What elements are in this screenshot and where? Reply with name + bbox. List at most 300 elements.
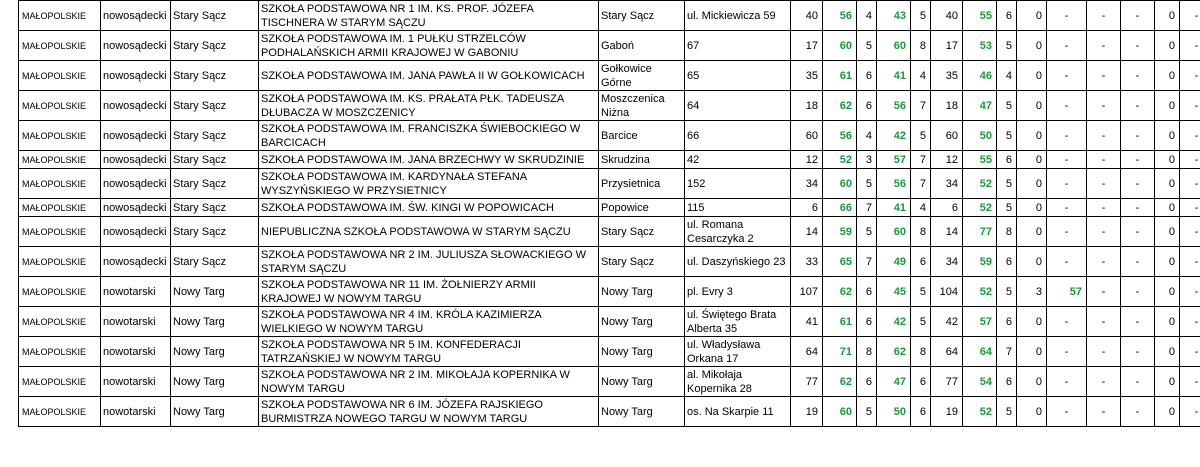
cell-students-count: 64 [791, 337, 823, 367]
cell-extra-1: - [1121, 61, 1155, 91]
table-row [19, 277, 1200, 307]
cell-powiat: nowosądecki [101, 199, 171, 217]
cell-extra-2: - [1180, 1, 1200, 31]
cell-students-count-2: 34 [931, 169, 963, 199]
cell-stanine-2: 8 [911, 31, 931, 61]
cell-stanine-4: - [1087, 91, 1121, 121]
cell-students-count-4: 0 [1155, 151, 1180, 169]
cell-score-4: - [1047, 151, 1087, 169]
cell-extra-2: - [1180, 199, 1200, 217]
cell-school-name: SZKOŁA PODSTAWOWA IM. JANA PAWŁA II W GOŁKOWICACH [259, 61, 599, 91]
cell-extra-1: - [1121, 367, 1155, 397]
cell-score-4: - [1047, 397, 1087, 427]
cell-score-4: - [1047, 199, 1087, 217]
cell-wojewodztwo: MAŁOPOLSKIE [19, 199, 101, 217]
cell-extra-1: - [1121, 31, 1155, 61]
cell-extra-2: - [1180, 31, 1200, 61]
cell-stanine-2: 6 [911, 397, 931, 427]
cell-score-1: 60 [823, 31, 857, 61]
cell-score-2: 60 [877, 217, 911, 247]
cell-students-count-4: 0 [1155, 61, 1180, 91]
cell-school-name: SZKOŁA PODSTAWOWA IM. KARDYNAŁA STEFANA WYSZYŃSKIEGO W PRZYSIETNICY [259, 169, 599, 199]
cell-extra-2: - [1180, 151, 1200, 169]
cell-wojewodztwo: MAŁOPOLSKIE [19, 277, 101, 307]
cell-score-1: 56 [823, 1, 857, 31]
cell-students-count: 14 [791, 217, 823, 247]
cell-students-count: 12 [791, 151, 823, 169]
cell-extra-2: - [1180, 277, 1200, 307]
cell-students-count: 19 [791, 397, 823, 427]
cell-stanine-4: - [1087, 121, 1121, 151]
cell-stanine-4: - [1087, 247, 1121, 277]
cell-students-count-2: 34 [931, 247, 963, 277]
cell-powiat: nowosądecki [101, 169, 171, 199]
cell-students-count-4: 0 [1155, 337, 1180, 367]
cell-extra-1: - [1121, 121, 1155, 151]
cell-address: 115 [685, 199, 791, 217]
cell-students-count-2: 17 [931, 31, 963, 61]
cell-score-3: 47 [963, 91, 997, 121]
cell-powiat: nowotarski [101, 397, 171, 427]
table-row [19, 367, 1200, 397]
cell-stanine-1: 6 [857, 91, 877, 121]
cell-students-count-2: 40 [931, 1, 963, 31]
table-row [19, 217, 1200, 247]
cell-stanine-3: 4 [997, 61, 1017, 91]
cell-score-4: - [1047, 217, 1087, 247]
cell-stanine-3: 6 [997, 1, 1017, 31]
cell-stanine-1: 6 [857, 61, 877, 91]
cell-score-2: 56 [877, 169, 911, 199]
cell-locality: Popowice [599, 199, 685, 217]
cell-stanine-4: - [1087, 151, 1121, 169]
cell-stanine-3: 6 [997, 247, 1017, 277]
cell-extra-2: - [1180, 121, 1200, 151]
cell-score-1: 61 [823, 307, 857, 337]
cell-score-3: 50 [963, 121, 997, 151]
cell-address: 152 [685, 169, 791, 199]
cell-students-count: 77 [791, 367, 823, 397]
cell-students-count-2: 12 [931, 151, 963, 169]
cell-score-1: 60 [823, 397, 857, 427]
cell-extra-2: - [1180, 169, 1200, 199]
cell-gmina: Nowy Targ [171, 337, 259, 367]
cell-stanine-3: 5 [997, 31, 1017, 61]
cell-students-count-4: 0 [1155, 367, 1180, 397]
cell-gmina: Stary Sącz [171, 151, 259, 169]
cell-locality: Stary Sącz [599, 247, 685, 277]
cell-powiat: nowosądecki [101, 217, 171, 247]
cell-students-count-4: 0 [1155, 31, 1180, 61]
cell-stanine-2: 4 [911, 61, 931, 91]
cell-gmina: Stary Sącz [171, 247, 259, 277]
cell-powiat: nowotarski [101, 307, 171, 337]
cell-stanine-2: 6 [911, 247, 931, 277]
cell-gmina: Nowy Targ [171, 307, 259, 337]
cell-stanine-1: 6 [857, 367, 877, 397]
cell-wojewodztwo: MAŁOPOLSKIE [19, 169, 101, 199]
cell-students-count: 17 [791, 31, 823, 61]
cell-score-2: 41 [877, 199, 911, 217]
cell-score-2: 49 [877, 247, 911, 277]
cell-score-1: 61 [823, 61, 857, 91]
cell-students-count-3: 0 [1017, 307, 1047, 337]
cell-students-count: 34 [791, 169, 823, 199]
cell-students-count-4: 0 [1155, 247, 1180, 277]
cell-students-count-2: 104 [931, 277, 963, 307]
cell-locality: Barcice [599, 121, 685, 151]
cell-address: os. Na Skarpie 11 [685, 397, 791, 427]
cell-stanine-4: - [1087, 1, 1121, 31]
cell-extra-2: - [1180, 307, 1200, 337]
cell-students-count-3: 3 [1017, 277, 1047, 307]
cell-stanine-2: 7 [911, 151, 931, 169]
cell-address: ul. Romana Cesarczyka 2 [685, 217, 791, 247]
cell-score-1: 60 [823, 169, 857, 199]
cell-school-name: SZKOŁA PODSTAWOWA IM. 1 PUŁKU STRZELCÓW PODHALAŃSKICH ARMII KRAJOWEJ W GABONIU [259, 31, 599, 61]
cell-students-count-4: 0 [1155, 397, 1180, 427]
cell-students-count-4: 0 [1155, 1, 1180, 31]
cell-students-count-2: 64 [931, 337, 963, 367]
cell-address: 67 [685, 31, 791, 61]
cell-wojewodztwo: MAŁOPOLSKIE [19, 367, 101, 397]
cell-score-4: - [1047, 61, 1087, 91]
cell-score-1: 65 [823, 247, 857, 277]
cell-stanine-3: 5 [997, 121, 1017, 151]
cell-students-count-3: 0 [1017, 397, 1047, 427]
cell-gmina: Stary Sącz [171, 199, 259, 217]
cell-extra-2: - [1180, 247, 1200, 277]
cell-students-count-3: 0 [1017, 31, 1047, 61]
cell-gmina: Stary Sącz [171, 61, 259, 91]
cell-locality: Nowy Targ [599, 277, 685, 307]
cell-gmina: Nowy Targ [171, 277, 259, 307]
cell-score-3: 52 [963, 277, 997, 307]
cell-score-4: - [1047, 91, 1087, 121]
cell-score-2: 45 [877, 277, 911, 307]
cell-score-2: 56 [877, 91, 911, 121]
cell-wojewodztwo: MAŁOPOLSKIE [19, 91, 101, 121]
cell-wojewodztwo: MAŁOPOLSKIE [19, 397, 101, 427]
cell-score-3: 57 [963, 307, 997, 337]
cell-students-count-4: 0 [1155, 169, 1180, 199]
cell-wojewodztwo: MAŁOPOLSKIE [19, 217, 101, 247]
cell-stanine-2: 8 [911, 337, 931, 367]
cell-students-count-2: 42 [931, 307, 963, 337]
cell-students-count-2: 14 [931, 217, 963, 247]
cell-stanine-2: 8 [911, 217, 931, 247]
cell-gmina: Stary Sącz [171, 91, 259, 121]
cell-stanine-1: 7 [857, 199, 877, 217]
cell-stanine-4: - [1087, 169, 1121, 199]
cell-score-3: 77 [963, 217, 997, 247]
cell-extra-2: - [1180, 217, 1200, 247]
cell-extra-1: - [1121, 1, 1155, 31]
cell-stanine-1: 6 [857, 277, 877, 307]
cell-score-3: 55 [963, 151, 997, 169]
cell-stanine-4: - [1087, 199, 1121, 217]
cell-students-count-3: 0 [1017, 91, 1047, 121]
cell-wojewodztwo: MAŁOPOLSKIE [19, 31, 101, 61]
cell-students-count: 33 [791, 247, 823, 277]
cell-score-1: 62 [823, 91, 857, 121]
cell-score-4: - [1047, 169, 1087, 199]
cell-students-count-3: 0 [1017, 121, 1047, 151]
cell-students-count: 60 [791, 121, 823, 151]
cell-locality: Nowy Targ [599, 397, 685, 427]
cell-school-name: SZKOŁA PODSTAWOWA NR 2 IM. JULIUSZA SŁOWACKIEGO W STARYM SĄCZU [259, 247, 599, 277]
cell-locality: Przysietnica [599, 169, 685, 199]
cell-score-1: 59 [823, 217, 857, 247]
cell-address: ul. Daszyńskiego 23 [685, 247, 791, 277]
cell-stanine-2: 5 [911, 121, 931, 151]
cell-school-name: SZKOŁA PODSTAWOWA NR 2 IM. MIKOŁAJA KOPERNIKA W NOWYM TARGU [259, 367, 599, 397]
cell-locality: Nowy Targ [599, 367, 685, 397]
cell-score-2: 42 [877, 307, 911, 337]
table-row [19, 31, 1200, 61]
cell-locality: Skrudzina [599, 151, 685, 169]
table-row [19, 169, 1200, 199]
cell-locality: Nowy Targ [599, 307, 685, 337]
cell-school-name: SZKOŁA PODSTAWOWA IM. ŚW. KINGI W POPOWICACH [259, 199, 599, 217]
cell-school-name: SZKOŁA PODSTAWOWA NR 4 IM. KRÓLA KAZIMIERZA WIELKIEGO W NOWYM TARGU [259, 307, 599, 337]
cell-extra-2: - [1180, 367, 1200, 397]
table-row [19, 1, 1200, 31]
cell-wojewodztwo: MAŁOPOLSKIE [19, 61, 101, 91]
cell-school-name: SZKOŁA PODSTAWOWA IM. JANA BRZECHWY W SKRUDZINIE [259, 151, 599, 169]
cell-students-count-3: 0 [1017, 247, 1047, 277]
cell-gmina: Stary Sącz [171, 31, 259, 61]
cell-locality: Gołkowice Górne [599, 61, 685, 91]
cell-score-2: 60 [877, 31, 911, 61]
cell-powiat: nowotarski [101, 367, 171, 397]
cell-students-count: 107 [791, 277, 823, 307]
cell-students-count-4: 0 [1155, 217, 1180, 247]
cell-wojewodztwo: MAŁOPOLSKIE [19, 151, 101, 169]
cell-students-count: 41 [791, 307, 823, 337]
cell-gmina: Stary Sącz [171, 1, 259, 31]
cell-students-count: 35 [791, 61, 823, 91]
cell-extra-1: - [1121, 307, 1155, 337]
cell-score-4: - [1047, 307, 1087, 337]
cell-stanine-4: - [1087, 367, 1121, 397]
cell-address: ul. Mickiewicza 59 [685, 1, 791, 31]
cell-school-name: SZKOŁA PODSTAWOWA NR 5 IM. KONFEDERACJI TATRZAŃSKIEJ W NOWYM TARGU [259, 337, 599, 367]
cell-wojewodztwo: MAŁOPOLSKIE [19, 307, 101, 337]
cell-stanine-1: 7 [857, 247, 877, 277]
cell-extra-2: - [1180, 61, 1200, 91]
cell-students-count-3: 0 [1017, 337, 1047, 367]
cell-powiat: nowosądecki [101, 1, 171, 31]
cell-students-count-2: 6 [931, 199, 963, 217]
results-sheet [18, 0, 1200, 427]
cell-students-count-2: 19 [931, 397, 963, 427]
cell-stanine-4: - [1087, 337, 1121, 367]
cell-powiat: nowosądecki [101, 31, 171, 61]
cell-stanine-2: 4 [911, 199, 931, 217]
cell-address: 65 [685, 61, 791, 91]
cell-score-2: 62 [877, 337, 911, 367]
cell-extra-1: - [1121, 247, 1155, 277]
cell-stanine-3: 5 [997, 199, 1017, 217]
cell-gmina: Nowy Targ [171, 367, 259, 397]
cell-school-name: SZKOŁA PODSTAWOWA NR 11 IM. ŻOŁNIERZY ARMII KRAJOWEJ W NOWYM TARGU [259, 277, 599, 307]
cell-locality: Stary Sącz [599, 1, 685, 31]
cell-gmina: Stary Sącz [171, 121, 259, 151]
cell-extra-1: - [1121, 397, 1155, 427]
cell-powiat: nowosądecki [101, 121, 171, 151]
cell-students-count-4: 0 [1155, 307, 1180, 337]
cell-students-count-4: 0 [1155, 91, 1180, 121]
cell-score-4: - [1047, 367, 1087, 397]
table-row [19, 151, 1200, 169]
cell-address: al. Mikołaja Kopernika 28 [685, 367, 791, 397]
cell-students-count-4: 0 [1155, 199, 1180, 217]
cell-school-name: SZKOŁA PODSTAWOWA IM. FRANCISZKA ŚWIEBOCKIEGO W BARCICACH [259, 121, 599, 151]
cell-stanine-3: 5 [997, 397, 1017, 427]
cell-students-count: 40 [791, 1, 823, 31]
cell-students-count-3: 0 [1017, 367, 1047, 397]
table-row [19, 199, 1200, 217]
cell-score-1: 71 [823, 337, 857, 367]
cell-score-1: 52 [823, 151, 857, 169]
cell-stanine-1: 5 [857, 169, 877, 199]
cell-score-4: - [1047, 31, 1087, 61]
cell-stanine-3: 6 [997, 367, 1017, 397]
cell-students-count-2: 60 [931, 121, 963, 151]
cell-stanine-3: 8 [997, 217, 1017, 247]
cell-score-1: 62 [823, 277, 857, 307]
cell-address: 66 [685, 121, 791, 151]
cell-powiat: nowosądecki [101, 61, 171, 91]
cell-school-name: NIEPUBLICZNA SZKOŁA PODSTAWOWA W STARYM SĄCZU [259, 217, 599, 247]
cell-stanine-2: 7 [911, 169, 931, 199]
cell-stanine-1: 5 [857, 217, 877, 247]
cell-score-3: 55 [963, 1, 997, 31]
cell-stanine-2: 5 [911, 307, 931, 337]
cell-stanine-4: - [1087, 217, 1121, 247]
cell-wojewodztwo: MAŁOPOLSKIE [19, 121, 101, 151]
cell-powiat: nowosądecki [101, 91, 171, 121]
cell-stanine-3: 6 [997, 307, 1017, 337]
cell-locality: Nowy Targ [599, 337, 685, 367]
cell-score-2: 50 [877, 397, 911, 427]
cell-score-3: 64 [963, 337, 997, 367]
cell-score-3: 52 [963, 397, 997, 427]
cell-stanine-1: 5 [857, 31, 877, 61]
cell-students-count-3: 0 [1017, 61, 1047, 91]
cell-students-count-3: 0 [1017, 217, 1047, 247]
cell-students-count: 18 [791, 91, 823, 121]
cell-extra-2: - [1180, 337, 1200, 367]
cell-extra-2: - [1180, 397, 1200, 427]
cell-score-3: 54 [963, 367, 997, 397]
cell-school-name: SZKOŁA PODSTAWOWA NR 1 IM. KS. PROF. JÓZEFA TISCHNERA W STARYM SĄCZU [259, 1, 599, 31]
cell-stanine-3: 5 [997, 91, 1017, 121]
cell-score-2: 43 [877, 1, 911, 31]
cell-stanine-1: 3 [857, 151, 877, 169]
cell-extra-1: - [1121, 277, 1155, 307]
cell-address: ul. Władysława Orkana 17 [685, 337, 791, 367]
cell-stanine-1: 6 [857, 307, 877, 337]
cell-score-2: 42 [877, 121, 911, 151]
cell-score-3: 53 [963, 31, 997, 61]
cell-powiat: nowosądecki [101, 247, 171, 277]
cell-score-3: 52 [963, 199, 997, 217]
cell-stanine-4: - [1087, 307, 1121, 337]
cell-stanine-1: 8 [857, 337, 877, 367]
cell-students-count-3: 0 [1017, 1, 1047, 31]
cell-students-count-3: 0 [1017, 169, 1047, 199]
cell-stanine-3: 5 [997, 169, 1017, 199]
cell-students-count: 6 [791, 199, 823, 217]
cell-stanine-1: 4 [857, 121, 877, 151]
table-row [19, 91, 1200, 121]
cell-stanine-2: 5 [911, 1, 931, 31]
cell-wojewodztwo: MAŁOPOLSKIE [19, 337, 101, 367]
cell-stanine-3: 6 [997, 151, 1017, 169]
cell-gmina: Stary Sącz [171, 217, 259, 247]
cell-school-name: SZKOŁA PODSTAWOWA NR 6 IM. JÓZEFA RAJSKIEGO BURMISTRZA NOWEGO TARGU W NOWYM TARGU [259, 397, 599, 427]
cell-stanine-1: 4 [857, 1, 877, 31]
cell-locality: Moszczenica Niżna [599, 91, 685, 121]
cell-extra-1: - [1121, 151, 1155, 169]
cell-locality: Gaboń [599, 31, 685, 61]
cell-wojewodztwo: MAŁOPOLSKIE [19, 1, 101, 31]
cell-score-4: - [1047, 247, 1087, 277]
cell-students-count-2: 18 [931, 91, 963, 121]
cell-school-name: SZKOŁA PODSTAWOWA IM. KS. PRAŁATA PŁK. TADEUSZA DŁUBACZA W MOSZCZENICY [259, 91, 599, 121]
cell-students-count-2: 77 [931, 367, 963, 397]
table-row [19, 121, 1200, 151]
cell-stanine-4: - [1087, 397, 1121, 427]
cell-students-count-4: 0 [1155, 121, 1180, 151]
cell-address: 64 [685, 91, 791, 121]
cell-score-3: 52 [963, 169, 997, 199]
cell-score-3: 46 [963, 61, 997, 91]
cell-score-4: - [1047, 1, 1087, 31]
school-results-table [18, 0, 1200, 427]
cell-gmina: Nowy Targ [171, 397, 259, 427]
cell-extra-1: - [1121, 169, 1155, 199]
cell-address: ul. Świętego Brata Alberta 35 [685, 307, 791, 337]
cell-stanine-2: 5 [911, 277, 931, 307]
cell-students-count-3: 0 [1017, 199, 1047, 217]
cell-score-2: 57 [877, 151, 911, 169]
cell-stanine-4: - [1087, 31, 1121, 61]
cell-gmina: Stary Sącz [171, 169, 259, 199]
table-body [19, 1, 1200, 427]
table-row [19, 397, 1200, 427]
cell-score-4: - [1047, 121, 1087, 151]
cell-stanine-2: 6 [911, 367, 931, 397]
cell-powiat: nowotarski [101, 277, 171, 307]
cell-score-1: 56 [823, 121, 857, 151]
table-row [19, 247, 1200, 277]
cell-stanine-3: 5 [997, 277, 1017, 307]
cell-extra-1: - [1121, 217, 1155, 247]
cell-students-count-2: 35 [931, 61, 963, 91]
cell-students-count-4: 0 [1155, 277, 1180, 307]
cell-score-1: 62 [823, 367, 857, 397]
cell-address: 42 [685, 151, 791, 169]
cell-stanine-2: 7 [911, 91, 931, 121]
cell-score-2: 41 [877, 61, 911, 91]
cell-students-count-3: 0 [1017, 151, 1047, 169]
cell-score-4: - [1047, 337, 1087, 367]
cell-stanine-4: - [1087, 61, 1121, 91]
cell-powiat: nowotarski [101, 337, 171, 367]
